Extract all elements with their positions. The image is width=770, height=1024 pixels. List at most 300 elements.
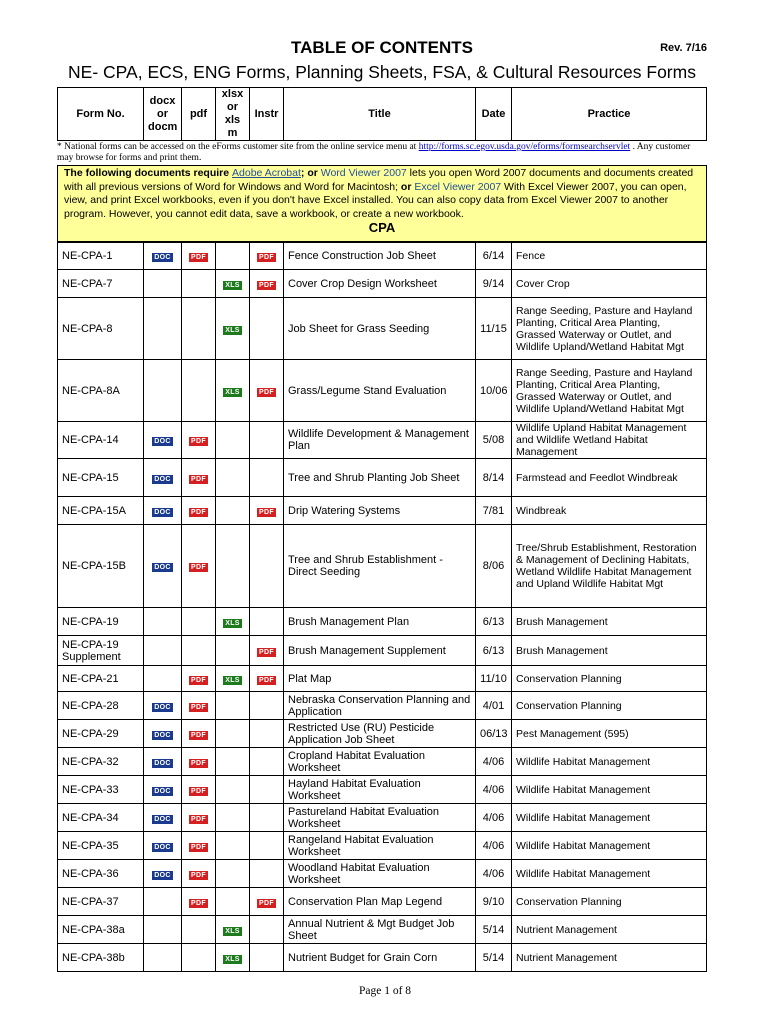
cell-title-text: Cover Crop Design Worksheet: [288, 277, 437, 290]
cell-instr: [250, 497, 284, 525]
cell-practice-text: Pest Management (595): [516, 727, 629, 740]
cell-date-text: 6/13: [482, 615, 505, 628]
cell-practice: [512, 270, 707, 298]
cell-date: [476, 804, 512, 832]
table-row: [58, 888, 707, 916]
cell-pdf: [182, 748, 216, 776]
cell-instr: [250, 720, 284, 748]
eforms-note: [57, 142, 707, 164]
cell-pdf: [182, 860, 216, 888]
cell-doc: [144, 608, 182, 636]
cell-form-no-text: NE-CPA-33: [62, 783, 119, 796]
xls-icon[interactable]: XLS: [225, 676, 240, 684]
cell-form-no-text: NE-CPA-38b: [62, 951, 125, 964]
cell-date-text: 4/06: [482, 783, 505, 796]
cell-practice: [512, 636, 707, 666]
doc-icon[interactable]: DOC: [154, 703, 171, 711]
cell-xls: [216, 360, 250, 422]
table-row: [58, 666, 707, 692]
cell-pdf: [182, 720, 216, 748]
cell-doc: [144, 636, 182, 666]
cell-form-no: [58, 360, 144, 422]
cell-pdf: [182, 497, 216, 525]
cell-xls: [216, 666, 250, 692]
table-row: [58, 776, 707, 804]
cell-date-text: 4/01: [482, 699, 505, 712]
pdf-icon[interactable]: PDF: [259, 676, 274, 684]
cell-date-text: 06/13: [480, 727, 508, 740]
cell-instr: [250, 270, 284, 298]
cell-title-text: Nebraska Conservation Planning and Application: [288, 693, 471, 718]
table-row: [58, 636, 707, 666]
forms-header-table: [57, 87, 707, 141]
cell-form-no-text: NE-CPA-15A: [62, 504, 126, 517]
cell-practice-text: Range Seeding, Pasture and Hayland Planting, Critical Area Planting, Grassed Waterway or Outlet, and Wildlife Upland/Wetland Habitat Mgt: [516, 304, 693, 353]
cell-doc: [144, 860, 182, 888]
note-text: * National forms can be accessed on the eForms customer site from the online service menu at: [57, 142, 419, 152]
cell-form-no: [58, 692, 144, 720]
cell-pdf: [182, 422, 216, 459]
pdf-icon[interactable]: PDF: [191, 871, 206, 879]
cell-form-no: [58, 860, 144, 888]
cell-title-text: Restricted Use (RU) Pesticide Application Job Sheet: [288, 721, 435, 746]
doc-icon[interactable]: DOC: [154, 475, 171, 483]
cell-practice-text: Nutrient Management: [516, 951, 617, 964]
doc-icon[interactable]: DOC: [154, 815, 171, 823]
pdf-icon[interactable]: PDF: [259, 388, 274, 396]
note-text-end: . Any customer may browse for forms and print them.: [57, 142, 691, 163]
cell-form-no: [58, 459, 144, 497]
notice-lead: The following documents require: [64, 167, 233, 179]
cell-title-text: Woodland Habitat Evaluation Worksheet: [288, 861, 430, 886]
cell-practice: [512, 608, 707, 636]
col-practice: Practice: [512, 88, 707, 141]
cell-form-no-text: NE-CPA-37: [62, 895, 119, 908]
cell-xls: [216, 459, 250, 497]
pdf-icon[interactable]: PDF: [191, 254, 206, 261]
cell-xls: [216, 525, 250, 608]
cell-form-no-text: NE-CPA-32: [62, 755, 119, 768]
cell-doc: [144, 720, 182, 748]
cell-title: [284, 270, 476, 298]
cell-practice: [512, 888, 707, 916]
table-row: [58, 944, 707, 972]
cell-pdf: [182, 525, 216, 608]
cell-practice-text: Wildlife Habitat Management: [516, 867, 651, 880]
cell-doc: [144, 459, 182, 497]
cell-date-text: 4/06: [482, 755, 505, 768]
xls-icon[interactable]: XLS: [225, 927, 240, 935]
cell-title-text: Job Sheet for Grass Seeding: [288, 322, 430, 335]
table-row: [58, 525, 707, 608]
col-date: Date: [476, 88, 512, 141]
cell-instr: [250, 360, 284, 422]
cell-title: [284, 243, 476, 270]
xls-icon[interactable]: XLS: [225, 619, 240, 627]
cell-title: [284, 360, 476, 422]
cell-date: [476, 888, 512, 916]
cell-form-no: [58, 916, 144, 944]
cell-practice-text: Wildlife Habitat Management: [516, 839, 651, 852]
pdf-icon[interactable]: PDF: [191, 759, 206, 767]
pdf-icon[interactable]: PDF: [259, 254, 274, 261]
cell-title-text: Grass/Legume Stand Evaluation: [288, 384, 447, 397]
table-row: [58, 422, 707, 459]
cell-date-text: 5/08: [482, 434, 505, 446]
cell-pdf: [182, 270, 216, 298]
col-pdf: pdf: [182, 88, 216, 141]
cell-title: [284, 636, 476, 666]
pdf-icon[interactable]: PDF: [191, 508, 206, 516]
cell-doc: [144, 916, 182, 944]
pdf-icon[interactable]: PDF: [191, 899, 206, 907]
cell-pdf: [182, 636, 216, 666]
cell-xls: [216, 916, 250, 944]
cell-title: [284, 422, 476, 459]
cell-date: [476, 748, 512, 776]
cell-pdf: [182, 944, 216, 972]
cell-doc: [144, 270, 182, 298]
page-title: TABLE OF CONTENTS: [291, 38, 473, 57]
notice-body: lets you open Word 2007 documents and documents created with all previous versions of Word for Windows and Word for Macintosh;: [64, 167, 694, 193]
cell-form-no-text: NE-CPA-8: [62, 322, 113, 335]
pdf-icon[interactable]: PDF: [191, 438, 206, 445]
excel-viewer-link[interactable]: Excel Viewer 2007: [414, 180, 502, 193]
cell-instr: [250, 804, 284, 832]
cell-practice-text: Conservation Planning: [516, 672, 622, 685]
cell-instr: [250, 748, 284, 776]
cell-xls: [216, 422, 250, 459]
cell-xls: [216, 497, 250, 525]
doc-icon[interactable]: DOC: [154, 508, 171, 516]
document-page: [57, 38, 707, 972]
cell-pdf: [182, 360, 216, 422]
cell-doc: [144, 243, 182, 270]
cell-instr: [250, 692, 284, 720]
cell-xls: [216, 888, 250, 916]
cell-title: [284, 666, 476, 692]
doc-icon[interactable]: DOC: [154, 564, 171, 571]
cell-practice-text: Range Seeding, Pasture and Hayland Planting, Critical Area Planting, Grassed Waterway or Outlet, and Wildlife Upland/Wetland Habitat Mgt: [516, 366, 693, 415]
cell-pdf: [182, 832, 216, 860]
cell-title-text: Conservation Plan Map Legend: [288, 895, 443, 908]
pdf-icon[interactable]: PDF: [259, 281, 274, 289]
eforms-link[interactable]: http://forms.sc.egov.usda.gov/eforms/formsearchservlet: [418, 142, 631, 152]
cell-title-text: Plat Map: [288, 672, 332, 685]
cell-form-no-text: NE-CPA-15: [62, 471, 119, 484]
cell-date: [476, 497, 512, 525]
cell-practice: [512, 776, 707, 804]
cell-date: [476, 916, 512, 944]
col-instr: Instr: [250, 88, 284, 141]
cell-instr: [250, 944, 284, 972]
cell-date-text: 8/06: [482, 560, 505, 572]
cell-practice: [512, 832, 707, 860]
cell-doc: [144, 422, 182, 459]
cell-date-text: 9/14: [482, 277, 505, 290]
cell-practice: [512, 243, 707, 270]
cell-doc: [144, 888, 182, 916]
pdf-icon[interactable]: PDF: [191, 843, 206, 851]
cell-date-text: 4/06: [482, 839, 505, 852]
cell-practice: [512, 748, 707, 776]
cell-title: [284, 888, 476, 916]
cell-form-no-text: NE-CPA-8A: [62, 384, 120, 397]
cell-pdf: [182, 692, 216, 720]
cell-practice: [512, 525, 707, 608]
cell-form-no-text: NE-CPA-1: [62, 250, 113, 262]
cell-instr: [250, 243, 284, 270]
cell-instr: [250, 608, 284, 636]
cell-date-text: 6/14: [482, 250, 505, 262]
table-row: [58, 748, 707, 776]
table-row: [58, 916, 707, 944]
cell-form-no-text: NE-CPA-19: [62, 615, 119, 628]
doc-icon[interactable]: DOC: [154, 787, 171, 795]
cell-date: [476, 692, 512, 720]
cell-instr: [250, 832, 284, 860]
cell-xls: [216, 860, 250, 888]
cell-practice: [512, 459, 707, 497]
doc-icon[interactable]: DOC: [154, 731, 171, 739]
table-row: [58, 692, 707, 720]
cell-form-no: [58, 608, 144, 636]
adobe-acrobat-link[interactable]: Adobe Acrobat: [232, 167, 301, 179]
pdf-icon[interactable]: PDF: [259, 648, 274, 656]
table-row: [58, 832, 707, 860]
cell-title: [284, 860, 476, 888]
cell-title-text: Cropland Habitat Evaluation Worksheet: [288, 749, 425, 774]
cell-xls: [216, 776, 250, 804]
xls-icon[interactable]: XLS: [225, 955, 240, 963]
title-row: [57, 38, 707, 60]
cell-practice-text: Brush Management: [516, 615, 608, 628]
cell-practice-text: Windbreak: [516, 504, 567, 517]
cell-date-text: 4/06: [482, 811, 505, 824]
cell-form-no: [58, 804, 144, 832]
cell-doc: [144, 497, 182, 525]
cell-xls: [216, 804, 250, 832]
cell-pdf: [182, 888, 216, 916]
xls-icon[interactable]: XLS: [225, 281, 240, 289]
cell-date: [476, 608, 512, 636]
cell-date: [476, 243, 512, 270]
cell-practice: [512, 692, 707, 720]
pdf-icon[interactable]: PDF: [191, 475, 206, 483]
pdf-icon[interactable]: PDF: [191, 731, 206, 739]
cell-practice-text: Fence: [516, 250, 546, 262]
cell-date: [476, 636, 512, 666]
cell-form-no: [58, 243, 144, 270]
cell-instr: [250, 525, 284, 608]
table-row: [58, 360, 707, 422]
cell-date: [476, 720, 512, 748]
cell-pdf: [182, 459, 216, 497]
page-footer: Page 1 of 8: [358, 985, 412, 997]
cell-form-no: [58, 944, 144, 972]
notice-or: ; or: [300, 167, 321, 179]
cell-pdf: [182, 298, 216, 360]
cell-instr: [250, 776, 284, 804]
cell-title: [284, 804, 476, 832]
cell-date: [476, 422, 512, 459]
cell-form-no: [58, 525, 144, 608]
table-row: [58, 497, 707, 525]
cell-doc: [144, 944, 182, 972]
doc-icon[interactable]: DOC: [154, 843, 171, 851]
cell-date-text: 5/14: [482, 923, 505, 936]
cell-title: [284, 832, 476, 860]
cell-form-no: [58, 636, 144, 666]
cell-practice-text: Wildlife Habitat Management: [516, 755, 651, 768]
cell-date-text: 11/10: [480, 672, 507, 685]
cell-form-no-text: NE-CPA-28: [62, 699, 119, 712]
pdf-icon[interactable]: PDF: [191, 676, 206, 684]
table-row: [58, 459, 707, 497]
cell-form-no: [58, 422, 144, 459]
cell-date-text: 11/15: [480, 322, 507, 335]
cell-xls: [216, 298, 250, 360]
cell-form-no-text: NE-CPA-21: [62, 672, 119, 685]
cell-doc: [144, 666, 182, 692]
cell-date-text: 10/06: [480, 384, 508, 397]
word-viewer-link[interactable]: Word Viewer 2007: [320, 167, 407, 179]
cell-form-no-text: NE-CPA-29: [62, 727, 119, 740]
cell-practice-text: Wildlife Habitat Management: [516, 783, 651, 796]
xls-icon[interactable]: XLS: [225, 326, 240, 334]
cell-instr: [250, 459, 284, 497]
cell-form-no-text: NE-CPA-14: [62, 434, 119, 446]
table-row: [58, 298, 707, 360]
cell-title: [284, 692, 476, 720]
revision-label: Rev. 7/16: [660, 42, 707, 54]
cell-date: [476, 666, 512, 692]
cell-xls: [216, 243, 250, 270]
cell-form-no: [58, 720, 144, 748]
cell-doc: [144, 360, 182, 422]
cell-practice: [512, 666, 707, 692]
pdf-icon[interactable]: PDF: [191, 787, 206, 795]
cell-practice: [512, 720, 707, 748]
cell-date: [476, 860, 512, 888]
cell-title: [284, 944, 476, 972]
cell-doc: [144, 748, 182, 776]
cell-xls: [216, 720, 250, 748]
software-notice: [57, 165, 707, 242]
cell-instr: [250, 888, 284, 916]
cell-instr: [250, 916, 284, 944]
cell-date: [476, 360, 512, 422]
cell-date: [476, 270, 512, 298]
forms-table-body: [58, 243, 707, 972]
cell-practice-text: Cover Crop: [516, 277, 570, 290]
cell-form-no-text: NE-CPA-36: [62, 867, 119, 880]
xls-icon[interactable]: XLS: [225, 388, 240, 396]
cell-doc: [144, 776, 182, 804]
cell-title: [284, 608, 476, 636]
cell-practice: [512, 360, 707, 422]
cell-form-no: [58, 748, 144, 776]
cell-form-no-text: NE-CPA-15B: [62, 560, 126, 572]
cell-date: [476, 944, 512, 972]
pdf-icon[interactable]: PDF: [259, 508, 274, 516]
cell-instr: [250, 298, 284, 360]
cell-title-text: Fence Construction Job Sheet: [288, 250, 436, 262]
cell-xls: [216, 270, 250, 298]
cell-date: [476, 459, 512, 497]
table-row: [58, 860, 707, 888]
cell-title-text: Hayland Habitat Evaluation Worksheet: [288, 777, 421, 802]
cell-pdf: [182, 916, 216, 944]
table-row: [58, 243, 707, 270]
cell-doc: [144, 832, 182, 860]
cell-doc: [144, 298, 182, 360]
doc-icon[interactable]: DOC: [154, 254, 171, 261]
doc-icon[interactable]: DOC: [154, 759, 171, 767]
cell-date-text: 9/10: [482, 895, 505, 908]
cell-practice-text: Tree/Shrub Establishment, Restoration & Management of Declining Habitats, Wetland Wildlife Habitat Management and Upland Wildlife Habitat Mgt: [516, 542, 697, 590]
doc-icon[interactable]: DOC: [154, 438, 171, 445]
col-form-no: Form No.: [58, 88, 144, 141]
forms-table: [57, 242, 707, 972]
pdf-icon[interactable]: PDF: [191, 703, 206, 711]
cell-date: [476, 525, 512, 608]
table-row: [58, 608, 707, 636]
cell-xls: [216, 636, 250, 666]
cell-instr: [250, 860, 284, 888]
table-row: [58, 804, 707, 832]
section-heading-cpa: CPA: [368, 220, 396, 235]
cell-pdf: [182, 608, 216, 636]
cell-form-no-text: NE-CPA-7: [62, 277, 113, 290]
cell-xls: [216, 748, 250, 776]
cell-title-text: Tree and Shrub Establishment - Direct Seeding: [288, 554, 443, 578]
pdf-icon[interactable]: PDF: [191, 564, 206, 571]
cell-xls: [216, 608, 250, 636]
cell-title-text: Brush Management Supplement: [288, 644, 446, 657]
cell-form-no: [58, 832, 144, 860]
cell-practice: [512, 422, 707, 459]
cell-xls: [216, 832, 250, 860]
cell-title: [284, 916, 476, 944]
cell-practice-text: Wildlife Habitat Management: [516, 811, 651, 824]
cell-title-text: Tree and Shrub Planting Job Sheet: [288, 471, 460, 484]
cell-practice-text: Conservation Planning: [516, 699, 622, 712]
cell-title: [284, 776, 476, 804]
cell-date-text: 4/06: [482, 867, 505, 880]
cell-practice-text: Conservation Planning: [516, 895, 622, 908]
cell-form-no: [58, 497, 144, 525]
doc-icon[interactable]: DOC: [154, 871, 171, 879]
cell-title-text: Pastureland Habitat Evaluation Worksheet: [288, 805, 440, 830]
cell-instr: [250, 422, 284, 459]
pdf-icon[interactable]: PDF: [191, 815, 206, 823]
cell-form-no: [58, 776, 144, 804]
col-doc: docx or docm: [144, 88, 182, 141]
cell-pdf: [182, 666, 216, 692]
cell-title: [284, 497, 476, 525]
notice-body-end: With Excel Viewer 2007, you can open, view, and print Excel workbooks, even if you don't have Excel installed. You can also copy data from Excel Viewer 2007 to another program. However, you cannot edit data, save a workbook, or create a new workbook.: [64, 180, 687, 220]
cell-practice: [512, 944, 707, 972]
pdf-icon[interactable]: PDF: [259, 899, 274, 907]
cell-title: [284, 298, 476, 360]
cell-date-text: 8/14: [482, 471, 505, 484]
cell-form-no-text: NE-CPA-19 Supplement: [62, 638, 121, 663]
cell-doc: [144, 692, 182, 720]
cell-form-no: [58, 888, 144, 916]
cell-practice-text: Wildlife Upland Habitat Management and Wildlife Wetland Habitat Management: [516, 422, 687, 458]
table-row: [58, 270, 707, 298]
